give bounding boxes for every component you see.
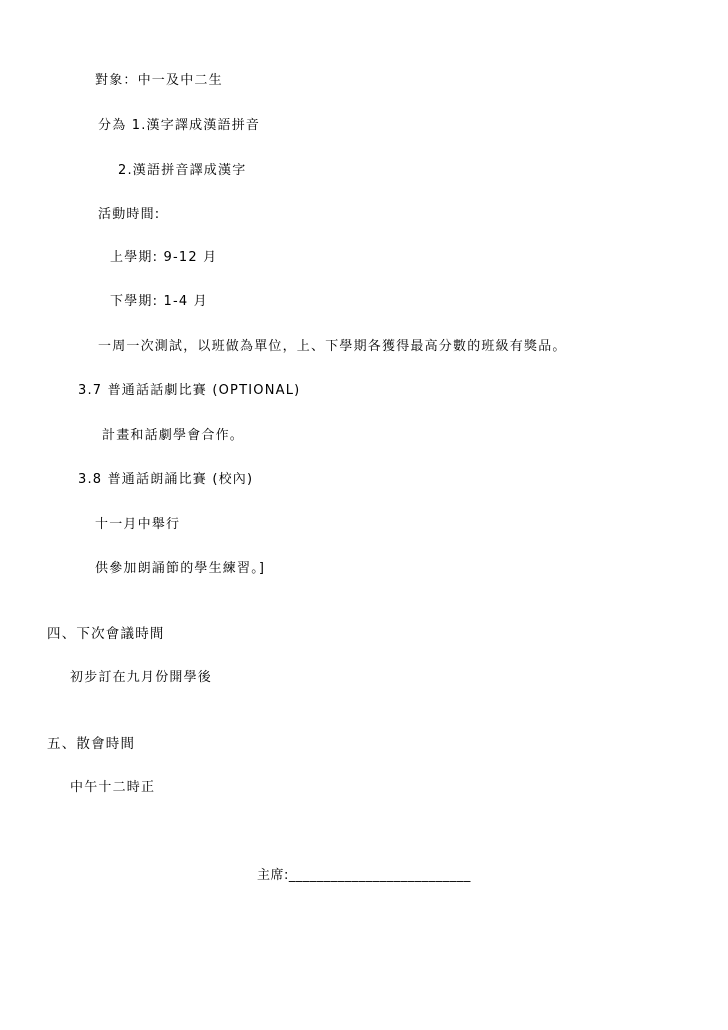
target-line: 對象：中一及中二生 [95, 73, 223, 88]
split-line-2: 2.漢語拼音譯成漢字 [118, 163, 247, 178]
activity-time-line: 活動時間: [98, 207, 161, 222]
split-line-1: 分為 1.漢字譯成漢語拼音 [98, 118, 261, 133]
section-4-heading: 四、下次會議時間 [47, 626, 165, 642]
second-term-line: 下學期: 1-4 月 [110, 294, 208, 309]
weekly-test-line: 一周一次測試，以班做為單位，上、下學期各獲得最高分數的班級有獎品。 [98, 339, 567, 354]
section-5-heading: 五、散會時間 [47, 736, 136, 752]
chair-signature-line: 主席:__________________________ [257, 868, 471, 883]
section-5-body: 中午十二時正 [70, 780, 156, 795]
item-3-7-heading: 3.7 普通話話劇比賽 (OPTIONAL) [78, 383, 301, 398]
first-term-line: 上學期: 9-12 月 [110, 250, 218, 265]
section-4-body: 初步訂在九月份開學後 [70, 670, 213, 685]
item-3-8-month: 十一月中舉行 [95, 517, 181, 532]
item-3-8-heading: 3.8 普通話朗誦比賽 (校內) [78, 472, 254, 487]
item-3-7-description: 計畫和話劇學會合作。 [102, 428, 245, 443]
item-3-8-description: 供參加朗誦節的學生練習。] [95, 561, 266, 576]
